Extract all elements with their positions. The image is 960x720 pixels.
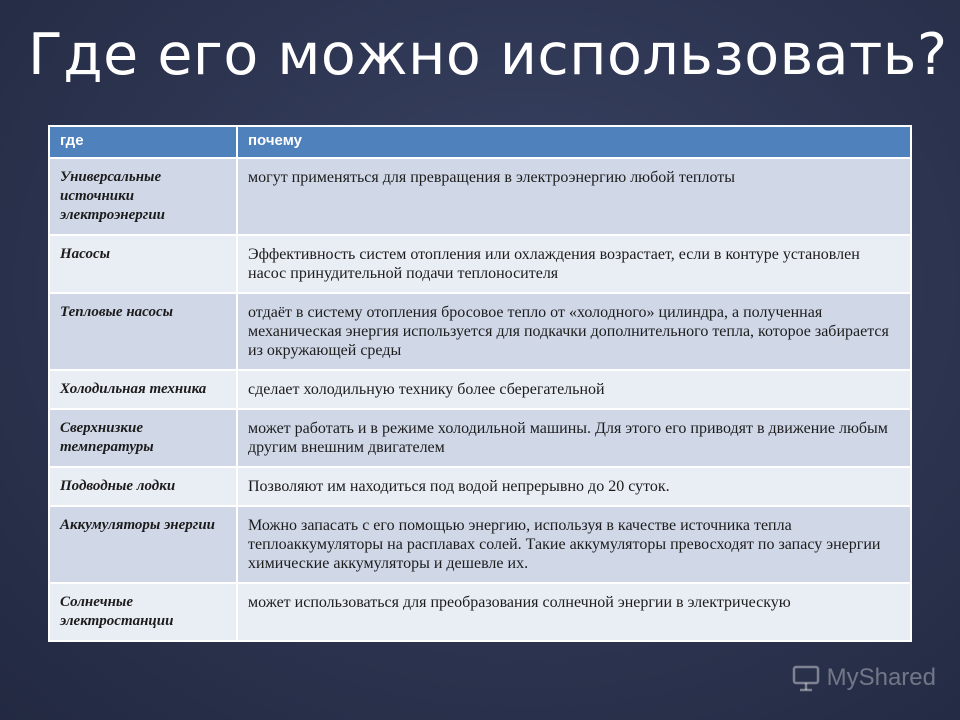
page-title: Где его можно использовать? (28, 22, 948, 88)
table-row (49, 235, 911, 293)
table-row (49, 370, 911, 409)
row-where-cell: Аккумуляторы энергии (49, 506, 237, 583)
row-why-cell: Эффективность систем отопления или охлаждения возрастает, если в контуре установлен насос принудительной подачи теплоносителя (237, 235, 911, 293)
column-header-where: где (49, 126, 237, 158)
row-where-cell: Солнечные электростанции (49, 583, 237, 641)
row-where-cell: Холодильная техника (49, 370, 237, 409)
usage-table (48, 125, 912, 642)
row-where-cell: Подводные лодки (49, 467, 237, 506)
row-why-cell: могут применяться для превращения в электроэнергию любой теплоты (237, 158, 911, 235)
table-row (49, 293, 911, 370)
row-where-cell: Сверхнизкие температуры (49, 409, 237, 467)
watermark-text: MyShared (826, 664, 936, 691)
column-header-why: почему (237, 126, 911, 158)
row-why-cell: отдаёт в систему отопления бросовое тепло от «холодного» цилиндра, а полученная механическая энергия используется для подкачки дополнительного тепла, которое забирается из окружающей среды (237, 293, 911, 370)
presentation-board-icon (791, 664, 821, 692)
row-where-cell: Универсальные источники электроэнергии (49, 158, 237, 235)
row-why-cell: сделает холодильную технику более сберегательной (237, 370, 911, 409)
row-why-cell: Можно запасать с его помощью энергию, используя в качестве источника тепла теплоаккумуляторы на расплавах солей. Такие аккумуляторы превосходят по запасу энергии химические аккумуляторы и дешевле их. (237, 506, 911, 583)
row-why-cell: Позволяют им находиться под водой непрерывно до 20 суток. (237, 467, 911, 506)
row-where-cell: Тепловые насосы (49, 293, 237, 370)
table-header-row (49, 126, 911, 158)
table-row (49, 409, 911, 467)
row-why-cell: может использоваться для преобразования солнечной энергии в электрическую (237, 583, 911, 641)
row-why-cell: может работать и в режиме холодильной машины. Для этого его приводят в движение любым другим внешним двигателем (237, 409, 911, 467)
table-row (49, 506, 911, 583)
table-row (49, 467, 911, 506)
table-row (49, 583, 911, 641)
watermark (791, 664, 936, 692)
table-row (49, 158, 911, 235)
row-where-cell: Насосы (49, 235, 237, 293)
